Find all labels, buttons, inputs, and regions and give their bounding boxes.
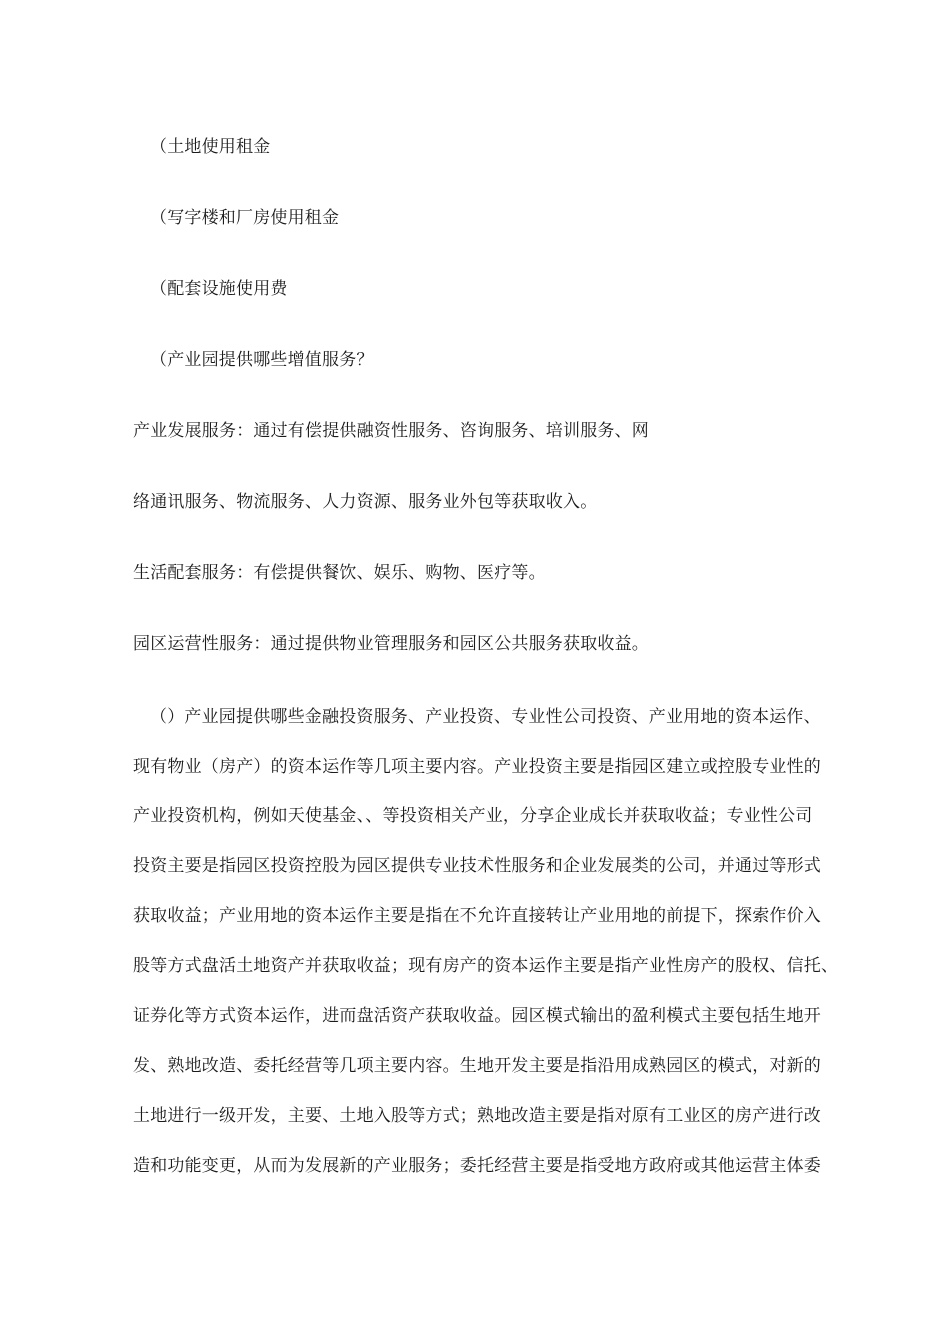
body-line-3: 产业投资机构，例如天使基金、、等投资相关产业，分享企业成长并获取收益；专业性公司 — [133, 806, 813, 826]
list-item-value-added-heading: （产业园提供哪些增值服务？ — [150, 350, 374, 370]
list-item-office-rent: （写字楼和厂房使用租金 — [150, 208, 340, 228]
body-line-4: 投资主要是指园区投资控股为园区提供专业技术性服务和企业发展类的公司，并通过等形式 — [133, 856, 821, 876]
body-line-2: 现有物业（房产）的资本运作等几项主要内容。产业投资主要是指园区建立或控股专业性的 — [133, 757, 821, 777]
body-line-8: 发、熟地改造、委托经营等几项主要内容。生地开发主要是指沿用成熟园区的模式，对新的 — [133, 1056, 821, 1076]
body-line-7: 证券化等方式资本运作，进而盘活资产获取收益。园区模式输出的盈利模式主要包括生地开 — [133, 1006, 821, 1026]
paragraph-living-services: 生活配套服务：有偿提供餐饮、娱乐、购物、医疗等。 — [133, 563, 546, 583]
paragraph-industry-dev-line2: 络通讯服务、物流服务、人力资源、服务业外包等获取收入。 — [133, 492, 598, 512]
body-line-6: 股等方式盘活土地资产并获取收益；现有房产的资本运作主要是指产业性房产的股权、信托、 — [133, 956, 839, 976]
body-line-10: 造和功能变更，从而为发展新的产业服务；委托经营主要是指受地方政府或其他运营主体委 — [133, 1156, 821, 1176]
body-line-5: 获取收益；产业用地的资本运作主要是指在不允许直接转让产业用地的前提下，探索作价入 — [133, 906, 821, 926]
body-line-9: 土地进行一级开发，主要、土地入股等方式；熟地改造主要是指对原有工业区的房产进行改 — [133, 1106, 821, 1126]
list-item-land-rent: （土地使用租金 — [150, 137, 271, 157]
body-line-1: （）产业园提供哪些金融投资服务、产业投资、专业性公司投资、产业用地的资本运作、 — [150, 707, 821, 727]
paragraph-industry-dev-line1: 产业发展服务：通过有偿提供融资性服务、咨询服务、培训服务、网 — [133, 421, 649, 441]
list-item-facility-fee: （配套设施使用费 — [150, 279, 288, 299]
paragraph-park-operations: 园区运营性服务：通过提供物业管理服务和园区公共服务获取收益。 — [133, 634, 649, 654]
